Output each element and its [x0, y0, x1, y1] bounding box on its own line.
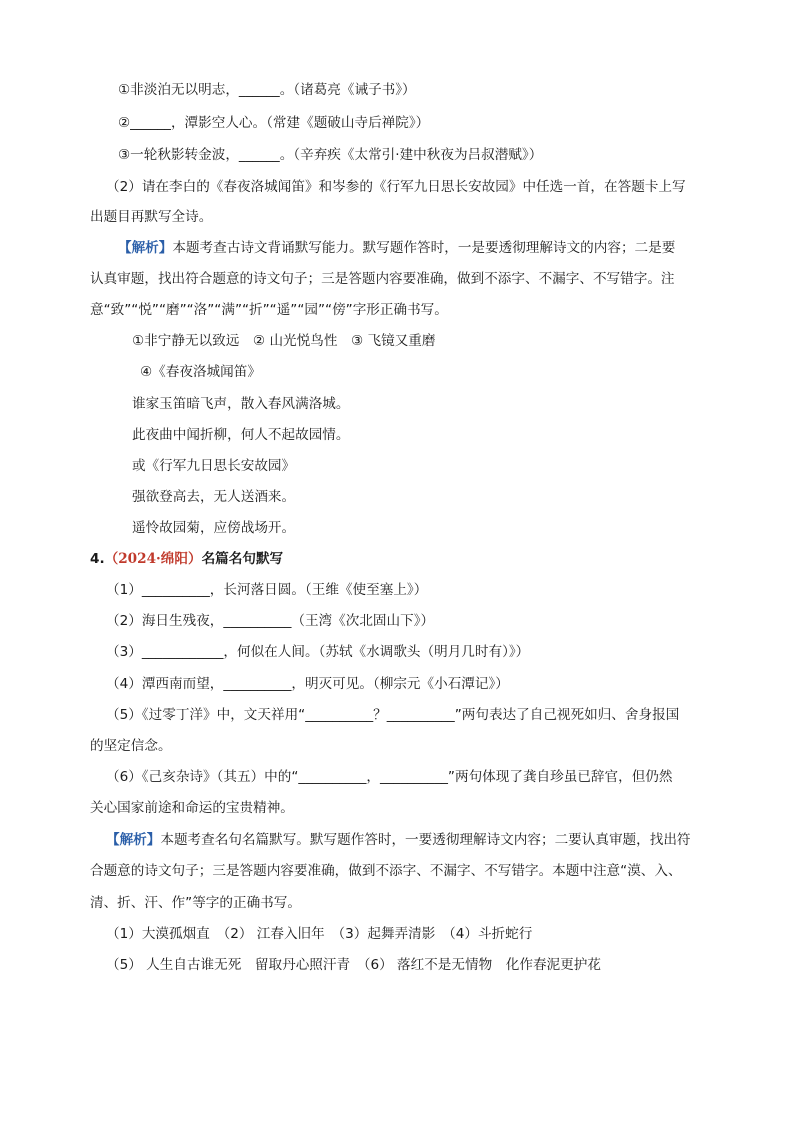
question-part-2-line-1: （2）请在李白的《春夜洛城闻笛》和岑参的《行军九日思长安故园》中任选一首，在答题卡上写 — [106, 179, 686, 195]
fill-item-2: ②______，潭影空人心。（常建《题破山寺后禅院》） — [118, 115, 430, 131]
analysis-tag: 【解析】 — [118, 240, 173, 256]
question-part-2-line-2: 出题目再默写全诗。 — [90, 209, 213, 225]
analysis-text: 本题考查名句名篇默写。默写题作答时，一要透彻理解诗文内容；二要认真审题，找出符 — [160, 832, 691, 848]
fill-item-1: （1）__________，长河落日圆。（王维《使至塞上》） — [106, 582, 428, 598]
answer-list: （5） 人生自古谁无死 留取丹心照汗青 （6） 落红不是无情物 化作春泥更护花 — [106, 957, 601, 973]
fill-item-6-line-1: （6）《己亥杂诗》（其五）中的“__________，__________”两句体现了龚自珍虽已辞官，但仍然 — [106, 769, 673, 785]
analysis-paragraph-line-3: 意“致”“悦”“磨”“洛”“满”“折”“遥”“园”“傍”字形正确书写。 — [90, 302, 448, 318]
analysis-paragraph-line-1 — [118, 238, 675, 258]
analysis-tag: 【解析】 — [106, 832, 161, 848]
poem-line: 强欲登高去，无人送酒来。 — [132, 489, 296, 505]
poem-line: 谁家玉笛暗飞声，散入春风满洛城。 — [132, 396, 350, 412]
fill-item-4: （4）潭西南而望，__________，明灭可见。（柳宗元《小石潭记》） — [106, 676, 509, 692]
answer-list: （1）大漠孤烟直 （2） 江春入旧年 （3）起舞弄清影 （4）斗折蛇行 — [106, 926, 533, 942]
poem-line: 遥怜故园菊，应傍战场开。 — [132, 520, 296, 536]
fill-item-6-line-2: 关心国家前途和命运的宝贵精神。 — [90, 800, 294, 816]
fill-item-3: （3）____________，何似在人间。（苏轼《水调歌头（明月几时有）》） — [106, 644, 530, 660]
analysis-paragraph-line-1 — [106, 830, 691, 850]
question-title: 名篇名句默写 — [201, 551, 284, 567]
fill-item-5-line-2: 的坚定信念。 — [90, 738, 172, 754]
question-heading — [90, 549, 283, 569]
fill-item-1: ①非淡泊无以明志，______。（诸葛亮《诫子书》） — [118, 82, 416, 98]
question-number: 4. — [90, 551, 105, 567]
analysis-paragraph-line-2: 合题意的诗文句子；三是答题内容要准确，做到不添字、不漏字、不写错字。本题中注意“漠、入、 — [90, 863, 682, 879]
analysis-paragraph-line-2: 认真审题，找出符合题意的诗文句子；三是答题内容要准确，做到不添字、不漏字、不写错字。注 — [90, 271, 675, 287]
question-source: （2024·绵阳） — [104, 551, 202, 567]
poem-line: 此夜曲中闻折柳，何人不起故园情。 — [132, 427, 350, 443]
poem-title: ④《春夜洛城闻笛》 — [140, 364, 261, 380]
fill-item-2: （2）海日生残夜，__________（王湾《次北固山下》） — [106, 613, 435, 629]
analysis-paragraph-line-3: 清、折、汗、作”等字的正确书写。 — [90, 895, 301, 911]
fill-item-3: ③一轮秋影转金波，______。（辛弃疾《太常引·建中秋夜为吕叔潜赋》） — [118, 147, 543, 163]
fill-item-5-line-1: （5）《过零丁洋》中，文天祥用“__________？__________”两句表达了自己视死如归、舍身报国 — [106, 707, 680, 723]
analysis-text: 本题考查古诗文背诵默写能力。默写题作答时，一是要透彻理解诗文的内容；二是要 — [172, 240, 676, 256]
answer-list: ①非宁静无以致远 ② 山光悦鸟性 ③ 飞镜又重磨 — [132, 333, 436, 349]
poem-title: 或《行军九日思长安故园》 — [132, 458, 296, 474]
